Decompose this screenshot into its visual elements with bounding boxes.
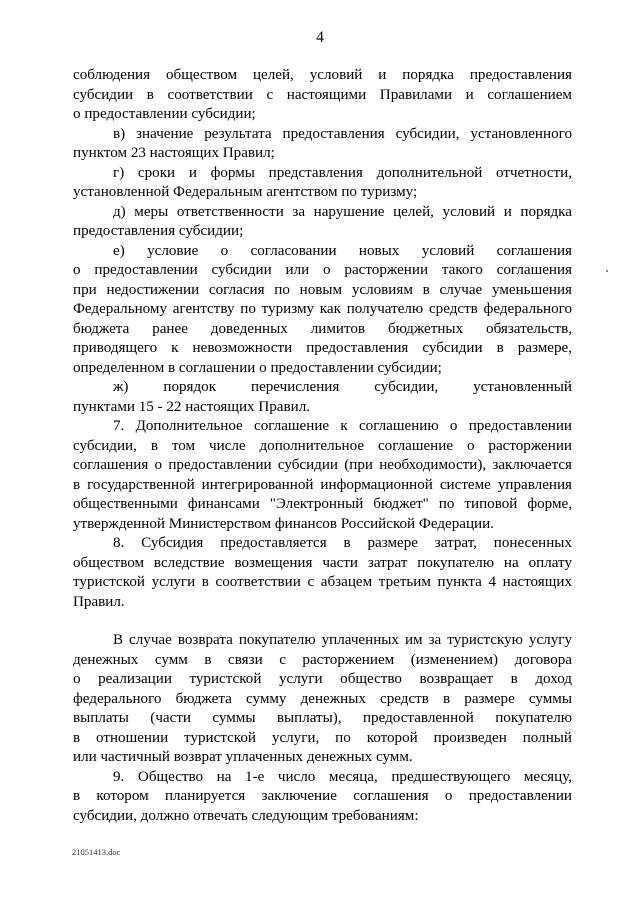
document-body — [73, 66, 572, 826]
text-line: денежных сумм в связи с расторжением (изменением) договора — [73, 651, 572, 668]
text-line: Федеральному агентству по туризму как получателю средств федерального — [73, 301, 572, 317]
text-line: федерального бюджета сумму денежных средств в размере суммы — [73, 690, 572, 707]
text-line: в государственной интегрированной информационной системе управления — [73, 476, 572, 493]
text-line: 8. Субсидия предоставляется в размере затрат, понесенных — [113, 535, 572, 551]
text-line: о предоставлении субсидии; — [73, 106, 256, 122]
text-line: утвержденной Министерством финансов Российской Федерации. — [73, 515, 494, 532]
text-line: при недостижении согласия по новым условиям в случае уменьшения — [73, 281, 572, 298]
text-line: е) условие о согласовании новых условий соглашения — [113, 242, 572, 259]
text-line: приводящего к невозможности предоставления субсидии в размере, — [73, 340, 572, 356]
text-line: общественными финансами "Электронный бюджет" по типовой форме, — [73, 496, 572, 512]
text-line: соглашения о предоставлении субсидии (при необходимости), заключается — [73, 457, 572, 473]
text-line: ж) порядок перечисления субсидии, установленный — [113, 379, 572, 395]
text-line: субсидии в соответствии с настоящими Правилами и соглашением — [73, 86, 572, 103]
text-line: пунктами 15 - 22 настоящих Правил. — [73, 398, 311, 415]
scan-speck — [606, 270, 608, 272]
text-line: или частичный возврат уплаченных денежных сумм. — [73, 749, 413, 765]
paragraph-gap — [73, 612, 572, 631]
text-line: в) значение результата предоставления субсидии, установленного — [113, 125, 572, 142]
text-line: о предоставлении субсидии или о расторжении такого соглашения — [73, 262, 572, 278]
text-line: г) сроки и формы представления дополнительной отчетности, — [113, 164, 572, 181]
text-line: определенном в соглашении о предоставлении субсидии; — [73, 359, 442, 376]
text-line: о реализации туристской услуги общество возвращает в доход — [73, 671, 572, 687]
text-line: бюджета ранее доведенных лимитов бюджетных обязательств, — [73, 320, 572, 337]
text-line: В случае возврата покупателю уплаченных им за туристскую услугу — [113, 632, 572, 648]
text-line: 7. Дополнительное соглашение к соглашению о предоставлении — [113, 418, 572, 434]
text-line: в отношении туристской услуги, по которой произведен полный — [73, 729, 572, 746]
text-line: в котором планируется заключение соглашения о предоставлении — [73, 788, 572, 804]
text-line: Правил. — [73, 593, 125, 610]
text-line: обществом вследствие возмещения части затрат покупателю на оплату — [73, 554, 572, 571]
text-line: выплаты (части суммы выплаты), предоставленной покупателю — [73, 710, 572, 726]
page-number: 4 — [316, 29, 324, 46]
text-line: туристской услуги в соответствии с абзацем третьим пункта 4 настоящих — [73, 574, 572, 590]
text-line: установленной Федеральным агентством по туризму; — [73, 184, 418, 200]
text-line: субсидии, в том числе дополнительное соглашение о расторжении — [73, 437, 572, 454]
text-line: предоставления субсидии; — [73, 223, 244, 239]
text-line: 9. Общество на 1-е число месяца, предшествующего месяцу, — [113, 768, 572, 785]
text-line: субсидии, должно отвечать следующим требованиям: — [73, 807, 419, 824]
text-line: д) меры ответственности за нарушение целей, условий и порядка — [113, 203, 572, 220]
text-line: соблюдения обществом целей, условий и порядка предоставления — [73, 67, 572, 83]
document-footer-filename: 21051413.doc — [72, 847, 121, 857]
text-line: пунктом 23 настоящих Правил; — [73, 145, 275, 161]
